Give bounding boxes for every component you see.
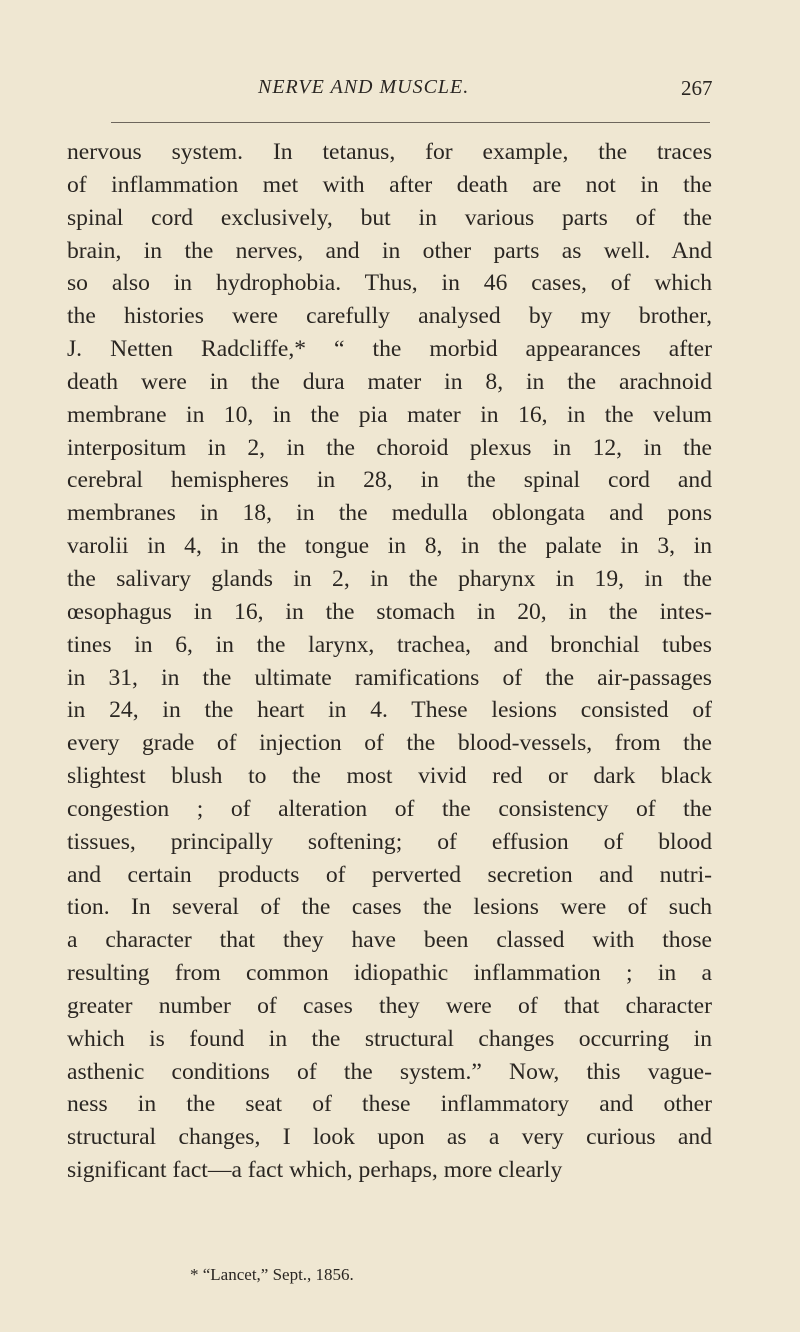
body-line: significant fact—a fact which, perhaps, more clearly <box>67 1157 563 1184</box>
body-line: asthenic conditions of the system.” Now, this vague- <box>67 1058 712 1085</box>
body-line: the salivary glands in 2, in the pharynx in 19, in the <box>67 565 712 592</box>
body-line: resulting from common idiopathic inflammation ; in a <box>67 960 712 987</box>
body-line: tion. In several of the cases the lesions were of such <box>67 894 712 921</box>
body-line: nervous system. In tetanus, for example, the traces <box>67 139 712 165</box>
body-line: cerebral hemispheres in 28, in the spinal cord and <box>67 467 712 494</box>
body-line: ness in the seat of these inflammatory and other <box>67 1091 712 1118</box>
body-line: which is found in the structural changes occurring in <box>67 1025 712 1052</box>
body-line: death were in the dura mater in 8, in the arachnoid <box>67 368 712 395</box>
body-line: in 24, in the heart in 4. These lesions consisted of <box>67 697 712 724</box>
body-line: in 31, in the ultimate ramifications of the air-passages <box>67 664 712 691</box>
body-text <box>67 136 712 1187</box>
body-line: tines in 6, in the larynx, trachea, and bronchial tubes <box>67 631 712 658</box>
body-line: greater number of cases they were of that character <box>67 992 712 1019</box>
body-line: tissues, principally softening; of effusion of blood <box>67 828 712 855</box>
body-line: a character that they have been classed with those <box>67 927 712 954</box>
body-line: J. Netten Radcliffe,* “ the morbid appearances after <box>67 336 712 363</box>
body-line: structural changes, I look upon as a very curious and <box>67 1124 712 1151</box>
body-line: membrane in 10, in the pia mater in 16, in the velum <box>67 401 712 428</box>
page-number: 267 <box>681 76 713 100</box>
body-line: interpositum in 2, in the choroid plexus in 12, in the <box>67 434 712 461</box>
running-title: NERVE AND MUSCLE. <box>258 76 470 98</box>
body-line: so also in hydrophobia. Thus, in 46 cases, of which <box>67 270 712 297</box>
body-line: congestion ; of alteration of the consistency of the <box>67 795 712 822</box>
body-line: brain, in the nerves, and in other parts as well. And <box>67 237 712 264</box>
body-line: the histories were carefully analysed by my brother, <box>67 303 712 330</box>
body-line: spinal cord exclusively, but in various parts of the <box>67 204 712 231</box>
body-line: membranes in 18, in the medulla oblongata and pons <box>67 500 712 527</box>
body-line: every grade of injection of the blood-vessels, from the <box>67 730 712 757</box>
body-line: and certain products of perverted secretion and nutri- <box>67 861 712 888</box>
body-line: slightest blush to the most vivid red or dark black <box>67 763 712 790</box>
body-line: varolii in 4, in the tongue in 8, in the palate in 3, in <box>67 533 712 560</box>
header-rule <box>111 122 710 123</box>
footnote: * “Lancet,” Sept., 1856. <box>190 1265 354 1284</box>
body-line: œsophagus in 16, in the stomach in 20, in the intes- <box>67 598 712 625</box>
body-line: of inflammation met with after death are not in the <box>67 171 712 198</box>
